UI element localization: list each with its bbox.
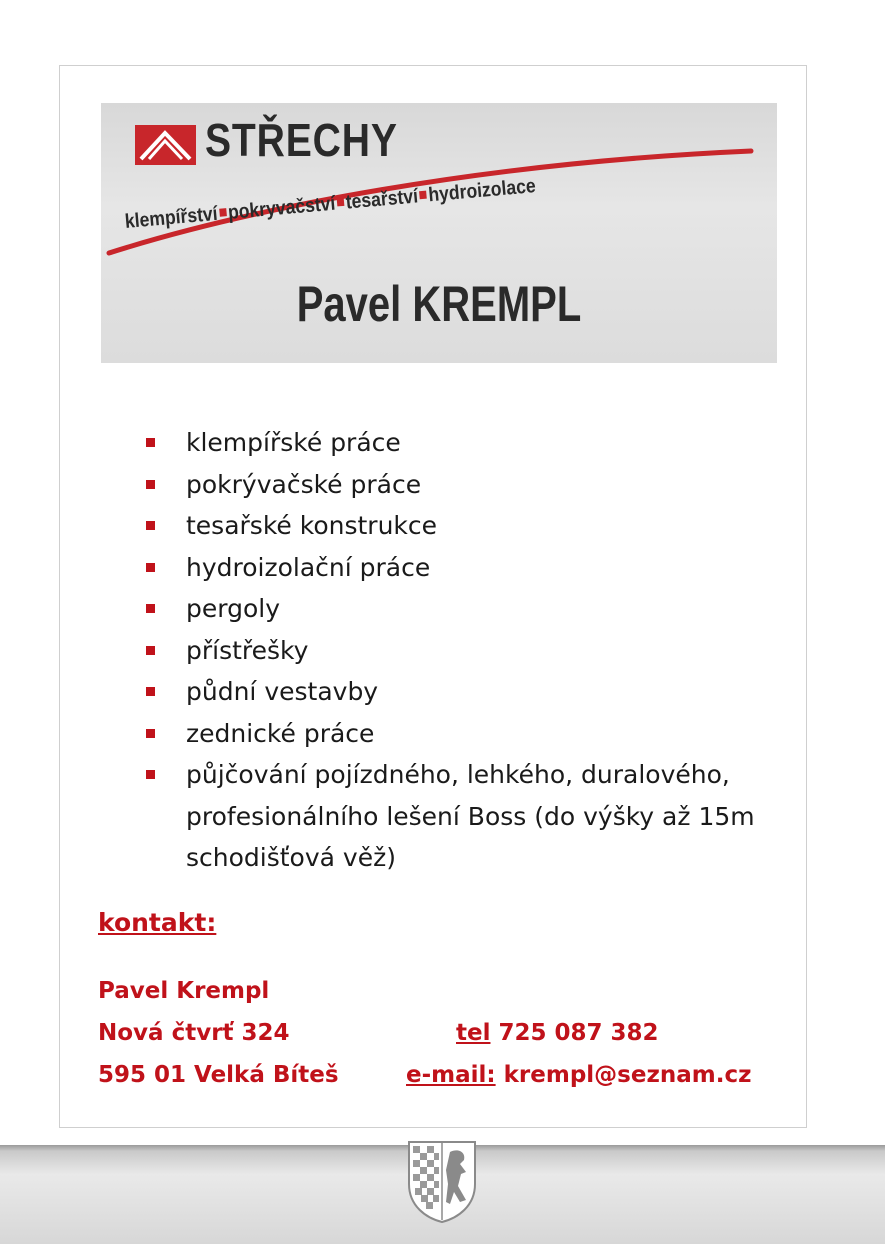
separator-square-icon bbox=[219, 208, 227, 217]
separator-square-icon bbox=[337, 198, 345, 207]
contact-city: 595 01 Velká Bíteš bbox=[98, 1062, 339, 1088]
phone-number[interactable]: 725 087 382 bbox=[498, 1020, 659, 1046]
list-item: pergoly bbox=[146, 588, 786, 630]
trade-item: tesařství bbox=[344, 185, 419, 214]
list-item: hydroizolační práce bbox=[146, 547, 786, 589]
list-item: tesařské konstrukce bbox=[146, 505, 786, 547]
list-item: pokrývačské práce bbox=[146, 464, 786, 506]
email-address[interactable]: krempl@seznam.cz bbox=[503, 1062, 752, 1088]
contact-name: Pavel Krempl bbox=[98, 978, 270, 1004]
email-label: e-mail: bbox=[406, 1062, 496, 1088]
list-item: půdní vestavby bbox=[146, 671, 786, 713]
list-item: přístřešky bbox=[146, 630, 786, 672]
phone-label: tel bbox=[456, 1020, 491, 1046]
list-item: klempířské práce bbox=[146, 422, 786, 464]
town-coat-of-arms-icon bbox=[406, 1140, 478, 1224]
email-line bbox=[406, 1054, 751, 1096]
trade-item: hydroizolace bbox=[427, 175, 537, 207]
services-list bbox=[146, 422, 786, 879]
brand-name: STŘECHY bbox=[205, 114, 398, 166]
contact-heading: kontakt: bbox=[98, 908, 217, 937]
owner-name: Pavel KREMPL bbox=[296, 276, 582, 332]
list-item: zednické práce bbox=[146, 713, 786, 755]
separator-square-icon bbox=[419, 191, 427, 200]
trade-item: pokryvačství bbox=[227, 192, 337, 224]
phone-line bbox=[456, 1012, 659, 1054]
business-card-banner bbox=[101, 103, 777, 363]
list-item: půjčování pojízdného, lehkého, duralového, profesionálního lešení Boss (do výšky až 15m schodišťová věž) bbox=[146, 754, 786, 879]
contact-street: Nová čtvrť 324 bbox=[98, 1020, 290, 1046]
flyer-page bbox=[59, 65, 807, 1128]
trade-item: klempířství bbox=[123, 202, 219, 233]
contact-block bbox=[98, 970, 778, 1096]
